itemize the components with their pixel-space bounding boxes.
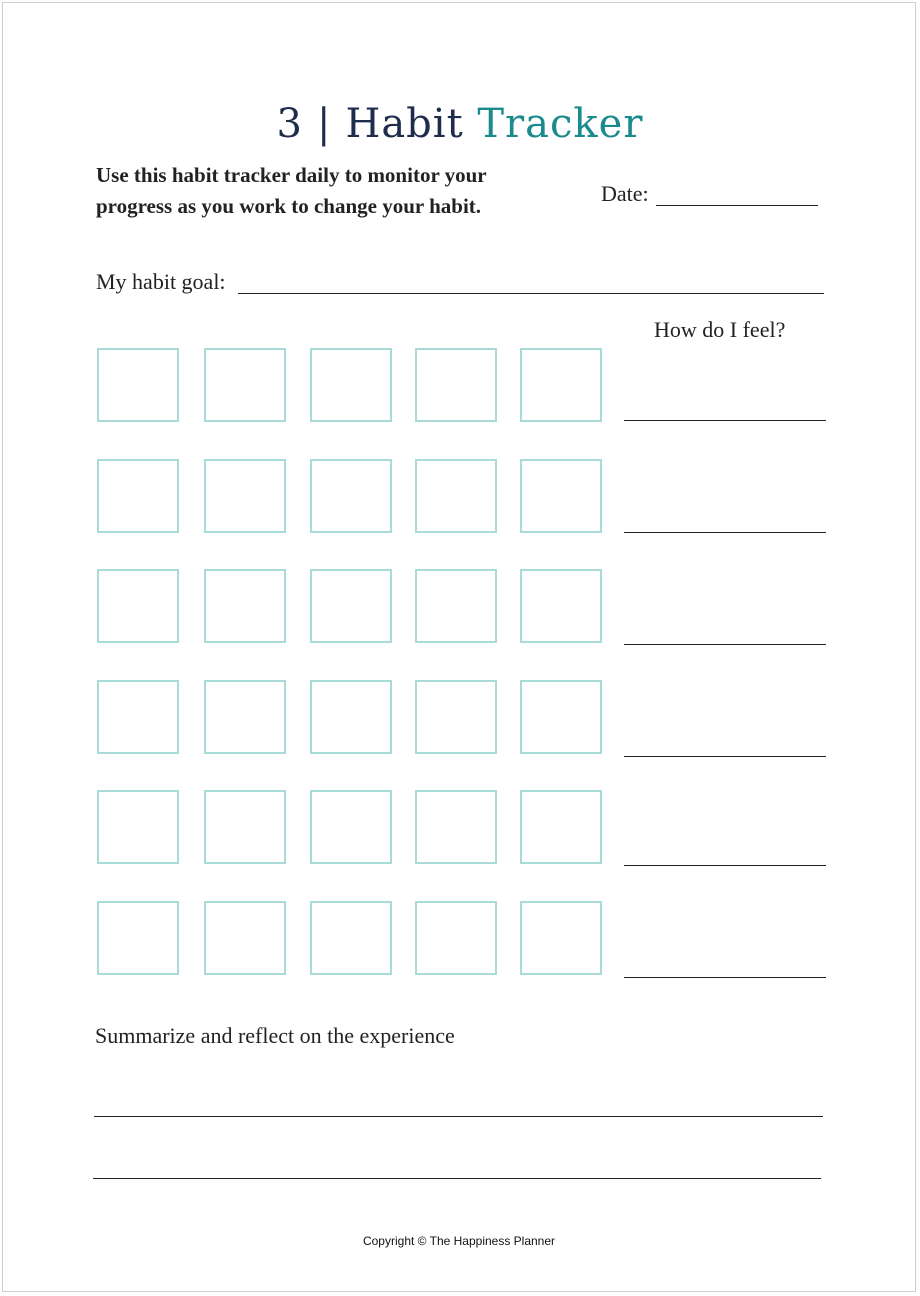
habit-checkbox-day5-item3[interactable]: [310, 790, 392, 864]
habit-checkbox-day5-item5[interactable]: [520, 790, 602, 864]
habit-goal-label: My habit goal:: [96, 269, 226, 294]
title-separator: |: [316, 100, 332, 147]
feeling-line-row6[interactable]: [624, 977, 826, 978]
habit-checkbox-day2-item5[interactable]: [520, 459, 602, 533]
copyright-notice: Copyright © The Happiness Planner: [362, 1234, 556, 1248]
habit-checkbox-day1-item4[interactable]: [415, 348, 497, 422]
feeling-line-row3[interactable]: [624, 644, 826, 645]
habit-checkbox-day5-item4[interactable]: [415, 790, 497, 864]
feeling-line-row1[interactable]: [624, 420, 826, 421]
habit-checkbox-day6-item4[interactable]: [415, 901, 497, 975]
habit-checkbox-day4-item5[interactable]: [520, 680, 602, 754]
summary-label: Summarize and reflect on the experience: [95, 1023, 455, 1048]
title-word-tracker: Tracker: [477, 100, 644, 147]
habit-checkbox-day4-item4[interactable]: [415, 680, 497, 754]
feeling-line-row2[interactable]: [624, 532, 826, 533]
habit-checkbox-day5-item1[interactable]: [97, 790, 179, 864]
habit-checkbox-day3-item5[interactable]: [520, 569, 602, 643]
habit-checkbox-day1-item3[interactable]: [310, 348, 392, 422]
feeling-line-row4[interactable]: [624, 756, 826, 757]
habit-checkbox-day6-item5[interactable]: [520, 901, 602, 975]
habit-checkbox-day1-item2[interactable]: [204, 348, 286, 422]
summary-line-2[interactable]: [93, 1178, 821, 1179]
habit-checkbox-day2-item3[interactable]: [310, 459, 392, 533]
habit-checkbox-day6-item3[interactable]: [310, 901, 392, 975]
habit-checkbox-day3-item2[interactable]: [204, 569, 286, 643]
date-field-line[interactable]: [656, 205, 818, 206]
summary-line-1[interactable]: [94, 1116, 823, 1117]
habit-checkbox-day1-item5[interactable]: [520, 348, 602, 422]
feeling-line-row5[interactable]: [624, 865, 826, 866]
habit-checkbox-day4-item3[interactable]: [310, 680, 392, 754]
habit-checkbox-day6-item2[interactable]: [204, 901, 286, 975]
habit-checkbox-day2-item1[interactable]: [97, 459, 179, 533]
habit-checkbox-day3-item1[interactable]: [97, 569, 179, 643]
habit-checkbox-day6-item1[interactable]: [97, 901, 179, 975]
habit-checkbox-day3-item4[interactable]: [415, 569, 497, 643]
habit-checkbox-day1-item1[interactable]: [97, 348, 179, 422]
habit-checkbox-day4-item2[interactable]: [204, 680, 286, 754]
habit-checkbox-day3-item3[interactable]: [310, 569, 392, 643]
date-label: Date:: [601, 181, 649, 206]
habit-checkbox-day2-item2[interactable]: [204, 459, 286, 533]
habit-checkbox-day2-item4[interactable]: [415, 459, 497, 533]
section-number: 3: [276, 100, 303, 147]
title-word-habit: Habit: [345, 100, 464, 147]
habit-checkbox-day4-item1[interactable]: [97, 680, 179, 754]
habit-goal-field-line[interactable]: [238, 293, 824, 294]
habit-checkbox-day5-item2[interactable]: [204, 790, 286, 864]
intro-instructions: Use this habit tracker daily to monitor your progress as you work to change your habit.: [96, 163, 487, 218]
how-do-i-feel-label: How do I feel?: [654, 317, 786, 342]
page-title: [0, 101, 920, 147]
